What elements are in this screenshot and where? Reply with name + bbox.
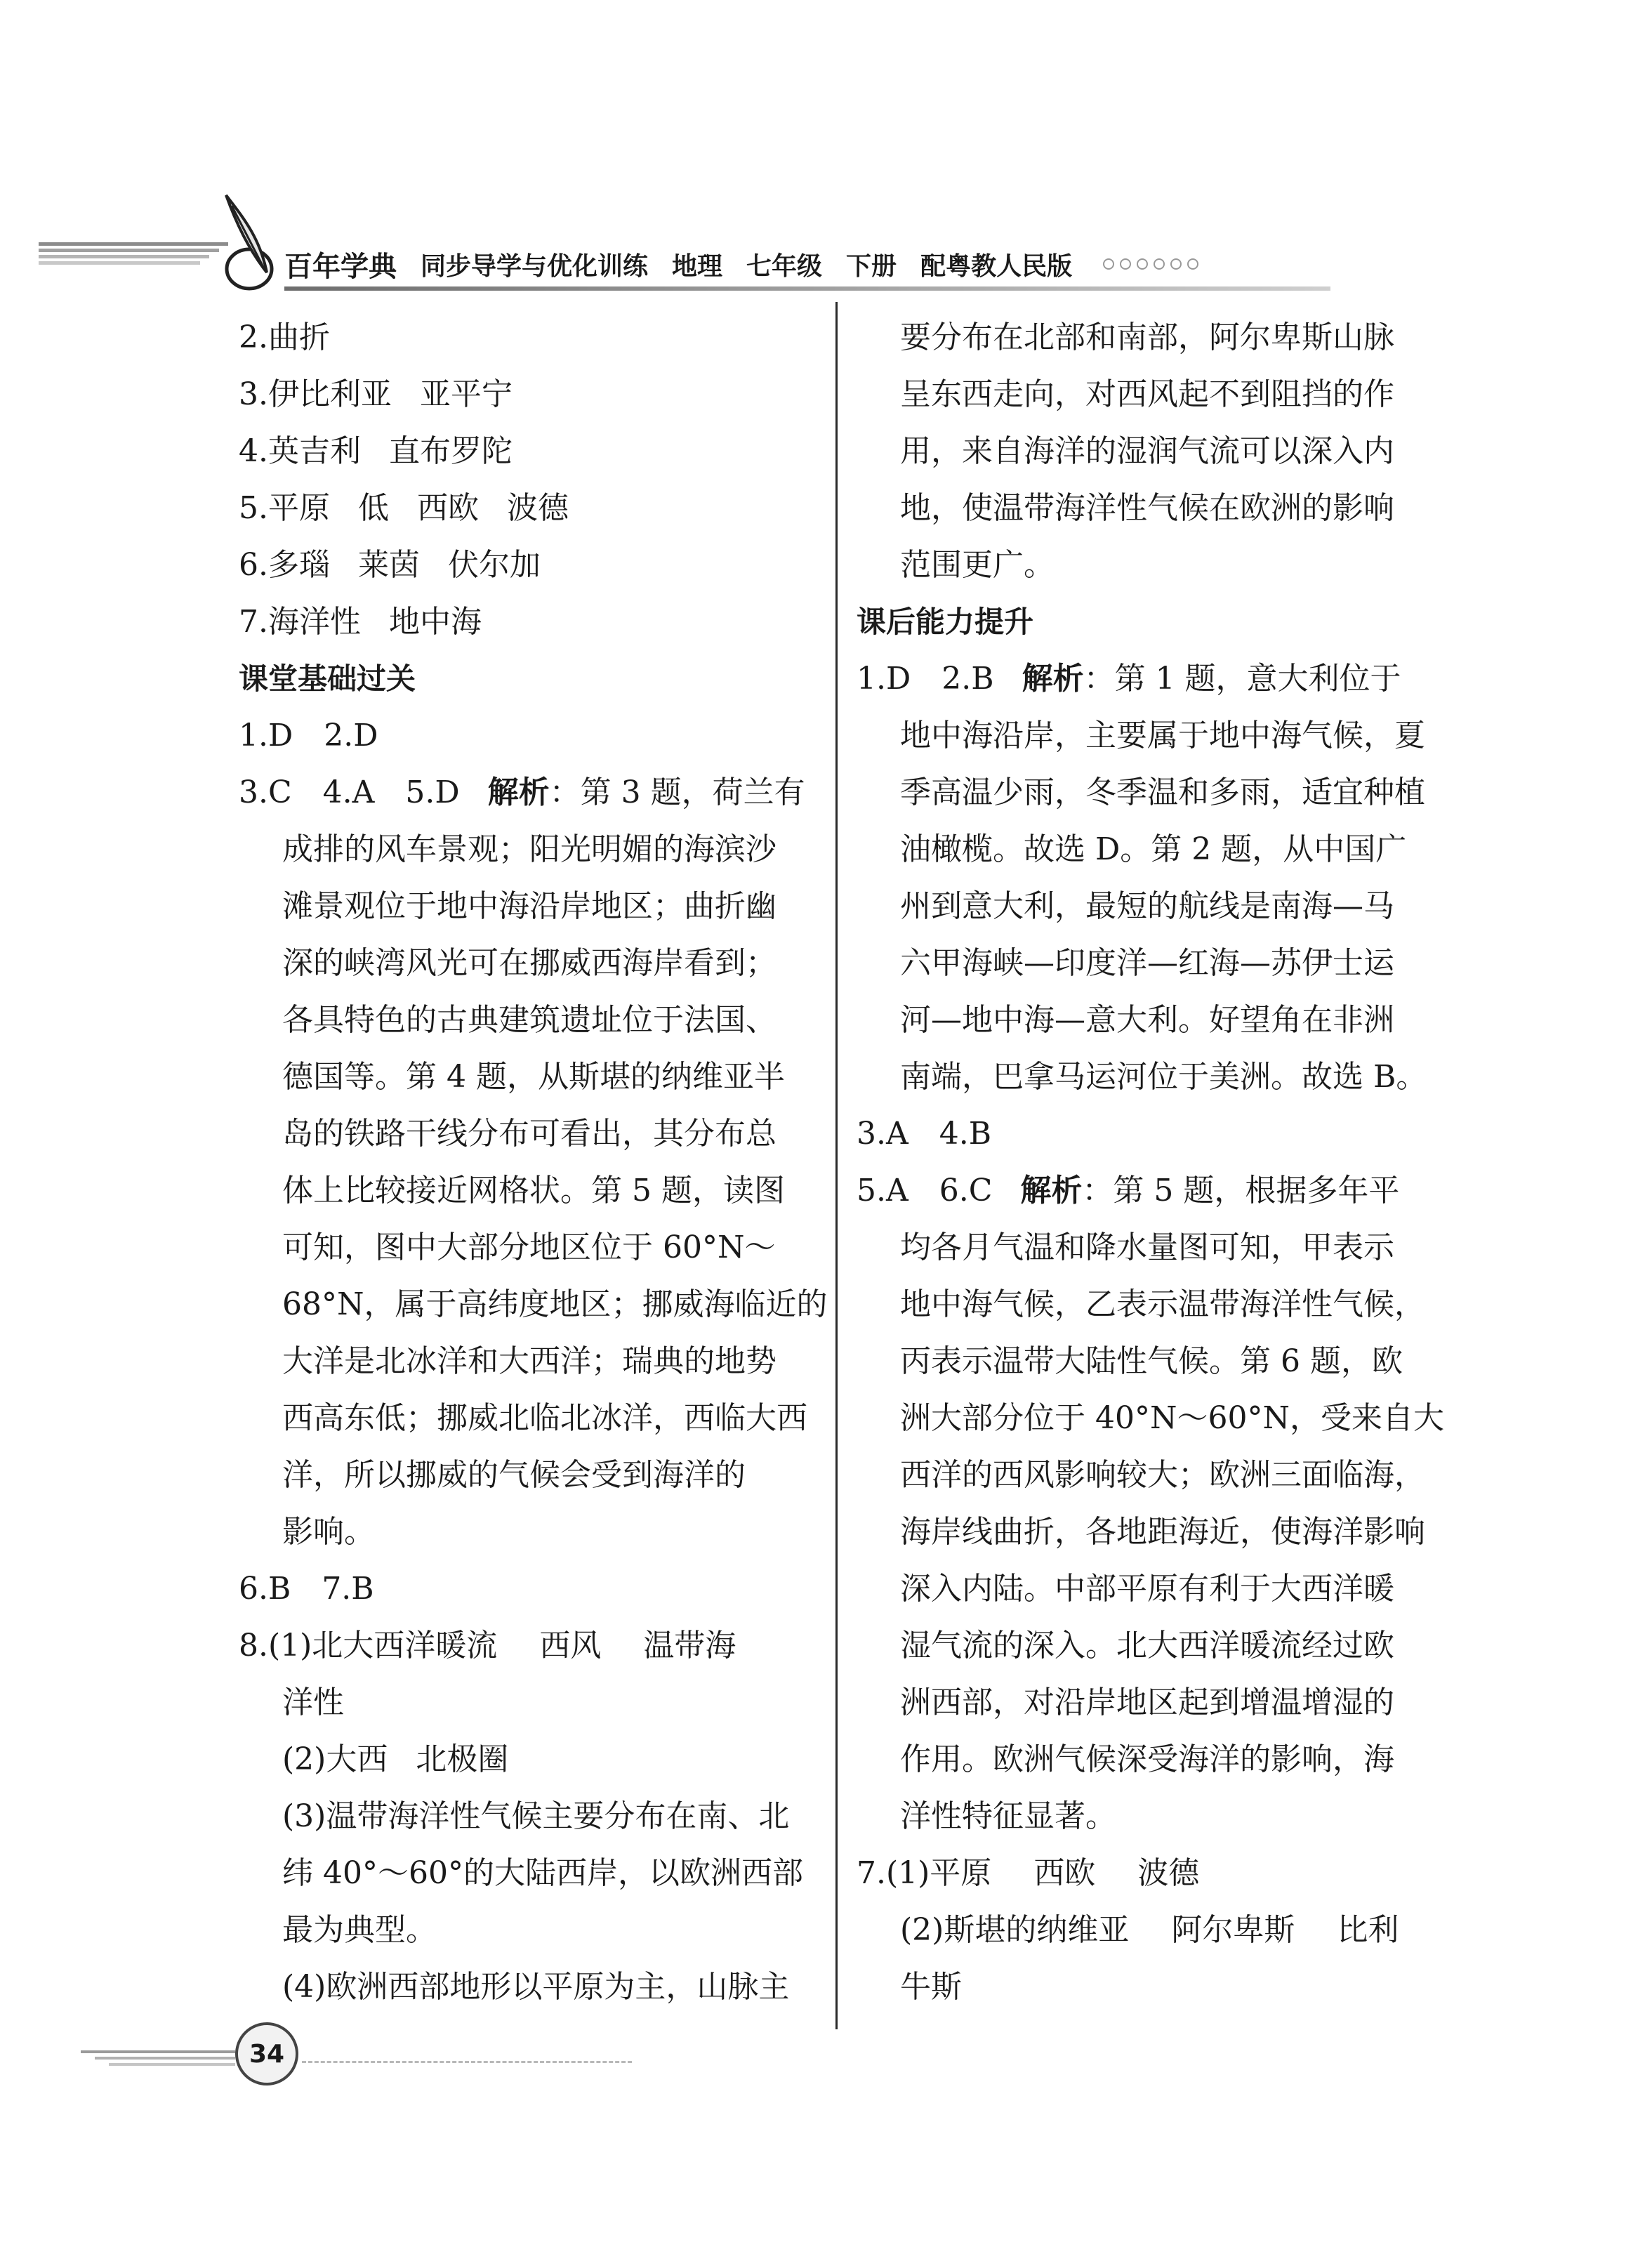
footer-decoration-lines: [81, 2050, 235, 2078]
answer-line: 5.A 6.C 解析：第 5 题，根据多年平: [857, 1173, 1400, 1208]
answer-line: 丙表示温带大陆性气候。第 6 题，欧: [900, 1343, 1403, 1379]
answer-line: 2.曲折: [239, 319, 330, 355]
answer-line: 洲大部分位于 40°N～60°N，受来自大: [900, 1400, 1444, 1436]
answer-line: 8.(1)北大西洋暖流 西风 温带海: [239, 1628, 736, 1663]
answer-line: 纬 40°～60°的大陆西岸，以欧洲西部: [282, 1855, 803, 1891]
footer-dashed-rule: [302, 2061, 632, 2063]
answer-line: 3.伊比利亚 亚平宁: [239, 376, 513, 412]
answer-line: 7.(1)平原 西欧 波德: [857, 1855, 1200, 1891]
answer-line: 南端，巴拿马运河位于美洲。故选 B。: [900, 1059, 1427, 1095]
answer-line: 体上比较接近网格状。第 5 题，读图: [282, 1173, 785, 1208]
header-item: 同步导学与优化训练: [421, 251, 649, 281]
section-heading: 课后能力提升: [857, 605, 1034, 639]
brand-title: 百年学典: [284, 250, 397, 283]
answer-line: 德国等。第 4 题，从斯堪的纳维亚半: [282, 1059, 785, 1095]
answer-line: 六甲海峡—印度洋—红海—苏伊士运: [900, 945, 1394, 981]
header-item: 七年级: [746, 251, 823, 281]
answer-line: 1.D 2.D: [239, 718, 378, 753]
answer-line: 3.C 4.A 5.D 解析：第 3 题，荷兰有: [239, 775, 805, 810]
answer-line: 西高东低；挪威北临北冰洋，西临大西: [282, 1400, 807, 1436]
answer-line: 地中海气候，乙表示温带海洋性气候，: [900, 1286, 1425, 1322]
answer-line: 1.D 2.B 解析：第 1 题，意大利位于: [857, 661, 1401, 697]
answer-line: 成排的风车景观；阳光明媚的海滨沙: [282, 831, 777, 867]
answer-line: 海岸线曲折，各地距海近，使海洋影响: [900, 1514, 1425, 1550]
answer-line: (2)斯堪的纳维亚 阿尔卑斯 比利: [900, 1912, 1399, 1948]
answer-line: 范围更广。: [900, 547, 1055, 583]
page-number: 34: [235, 2022, 298, 2085]
header-item: 地理: [672, 251, 723, 281]
feather-icon: [211, 188, 295, 294]
answer-line: 最为典型。: [282, 1912, 437, 1948]
answer-line: 用，来自海洋的湿润气流可以深入内: [900, 433, 1394, 469]
answer-line: 洋，所以挪威的气候会受到海洋的: [282, 1457, 746, 1493]
answer-line: 滩景观位于地中海沿岸地区；曲折幽: [282, 888, 777, 924]
answer-line: 深入内陆。中部平原有利于大西洋暖: [900, 1571, 1394, 1607]
column-divider: [835, 302, 838, 2029]
answer-line: 5.平原 低 西欧 波德: [239, 490, 569, 526]
left-column: [239, 309, 835, 2015]
answer-line: 牛斯: [900, 1969, 962, 2005]
analysis-label: 解析: [487, 775, 550, 810]
answer-line: 洋性特征显著。: [900, 1798, 1116, 1834]
answer-line: 7.海洋性 地中海: [239, 604, 482, 640]
answer-line: 湿气流的深入。北大西洋暖流经过欧: [900, 1628, 1394, 1663]
answer-line: 季高温少雨，冬季温和多雨，适宜种植: [900, 775, 1425, 810]
answer-line: 6.多瑙 莱茵 伏尔加: [239, 547, 541, 583]
answer-line: 洲西部，对沿岸地区起到增温增湿的: [900, 1685, 1394, 1720]
header-dots-decoration: [1103, 258, 1198, 270]
header-decoration-stripes: [39, 242, 228, 272]
answer-line: 作用。欧洲气候深受海洋的影响，海: [900, 1741, 1394, 1777]
answer-line: 影响。: [282, 1514, 375, 1550]
answer-line: 岛的铁路干线分布可看出，其分布总: [282, 1116, 777, 1152]
answer-line: 西洋的西风影响较大；欧洲三面临海，: [900, 1457, 1425, 1493]
answer-line: 3.A 4.B: [857, 1116, 992, 1152]
answer-line: 河—地中海—意大利。好望角在非洲: [900, 1002, 1394, 1038]
header-rule: [284, 286, 1330, 291]
answer-line: 68°N，属于高纬度地区；挪威海临近的: [282, 1286, 828, 1322]
answer-line: 要分布在北部和南部，阿尔卑斯山脉: [900, 319, 1394, 355]
answer-line: 地，使温带海洋性气候在欧洲的影响: [900, 490, 1394, 526]
header-item: 配粤教人民版: [920, 251, 1073, 281]
answer-line: 地中海沿岸，主要属于地中海气候，夏: [900, 718, 1425, 753]
answer-line: 大洋是北冰洋和大西洋；瑞典的地势: [282, 1343, 777, 1379]
header-item: 下册: [846, 251, 897, 281]
answer-line: 6.B 7.B: [239, 1571, 374, 1607]
answer-line: 呈东西走向，对西风起不到阻挡的作: [900, 376, 1394, 412]
page-header: [0, 0, 1652, 295]
answer-line: 可知，图中大部分地区位于 60°N～: [282, 1230, 776, 1265]
section-heading: 课堂基础过关: [239, 661, 416, 696]
answer-line: 深的峡湾风光可在挪威西海岸看到；: [282, 945, 777, 981]
answer-line: (4)欧洲西部地形以平原为主，山脉主: [282, 1969, 790, 2005]
right-column: [857, 309, 1474, 2015]
answer-line: 各具特色的古典建筑遗址位于法国、: [282, 1002, 777, 1038]
answer-line: (3)温带海洋性气候主要分布在南、北: [282, 1798, 790, 1834]
answer-line: 州到意大利，最短的航线是南海—马: [900, 888, 1394, 924]
analysis-label: 解析: [1020, 1173, 1083, 1208]
answer-line: (2)大西 北极圈: [282, 1741, 509, 1777]
answer-line: 油橄榄。故选 D。第 2 题，从中国广: [900, 831, 1407, 867]
answer-line: 洋性: [282, 1685, 344, 1720]
analysis-label: 解析: [1022, 661, 1084, 697]
header-title-bar: [284, 246, 1330, 282]
answer-line: 4.英吉利 直布罗陀: [239, 433, 513, 469]
answer-line: 均各月气温和降水量图可知，甲表示: [900, 1230, 1394, 1265]
